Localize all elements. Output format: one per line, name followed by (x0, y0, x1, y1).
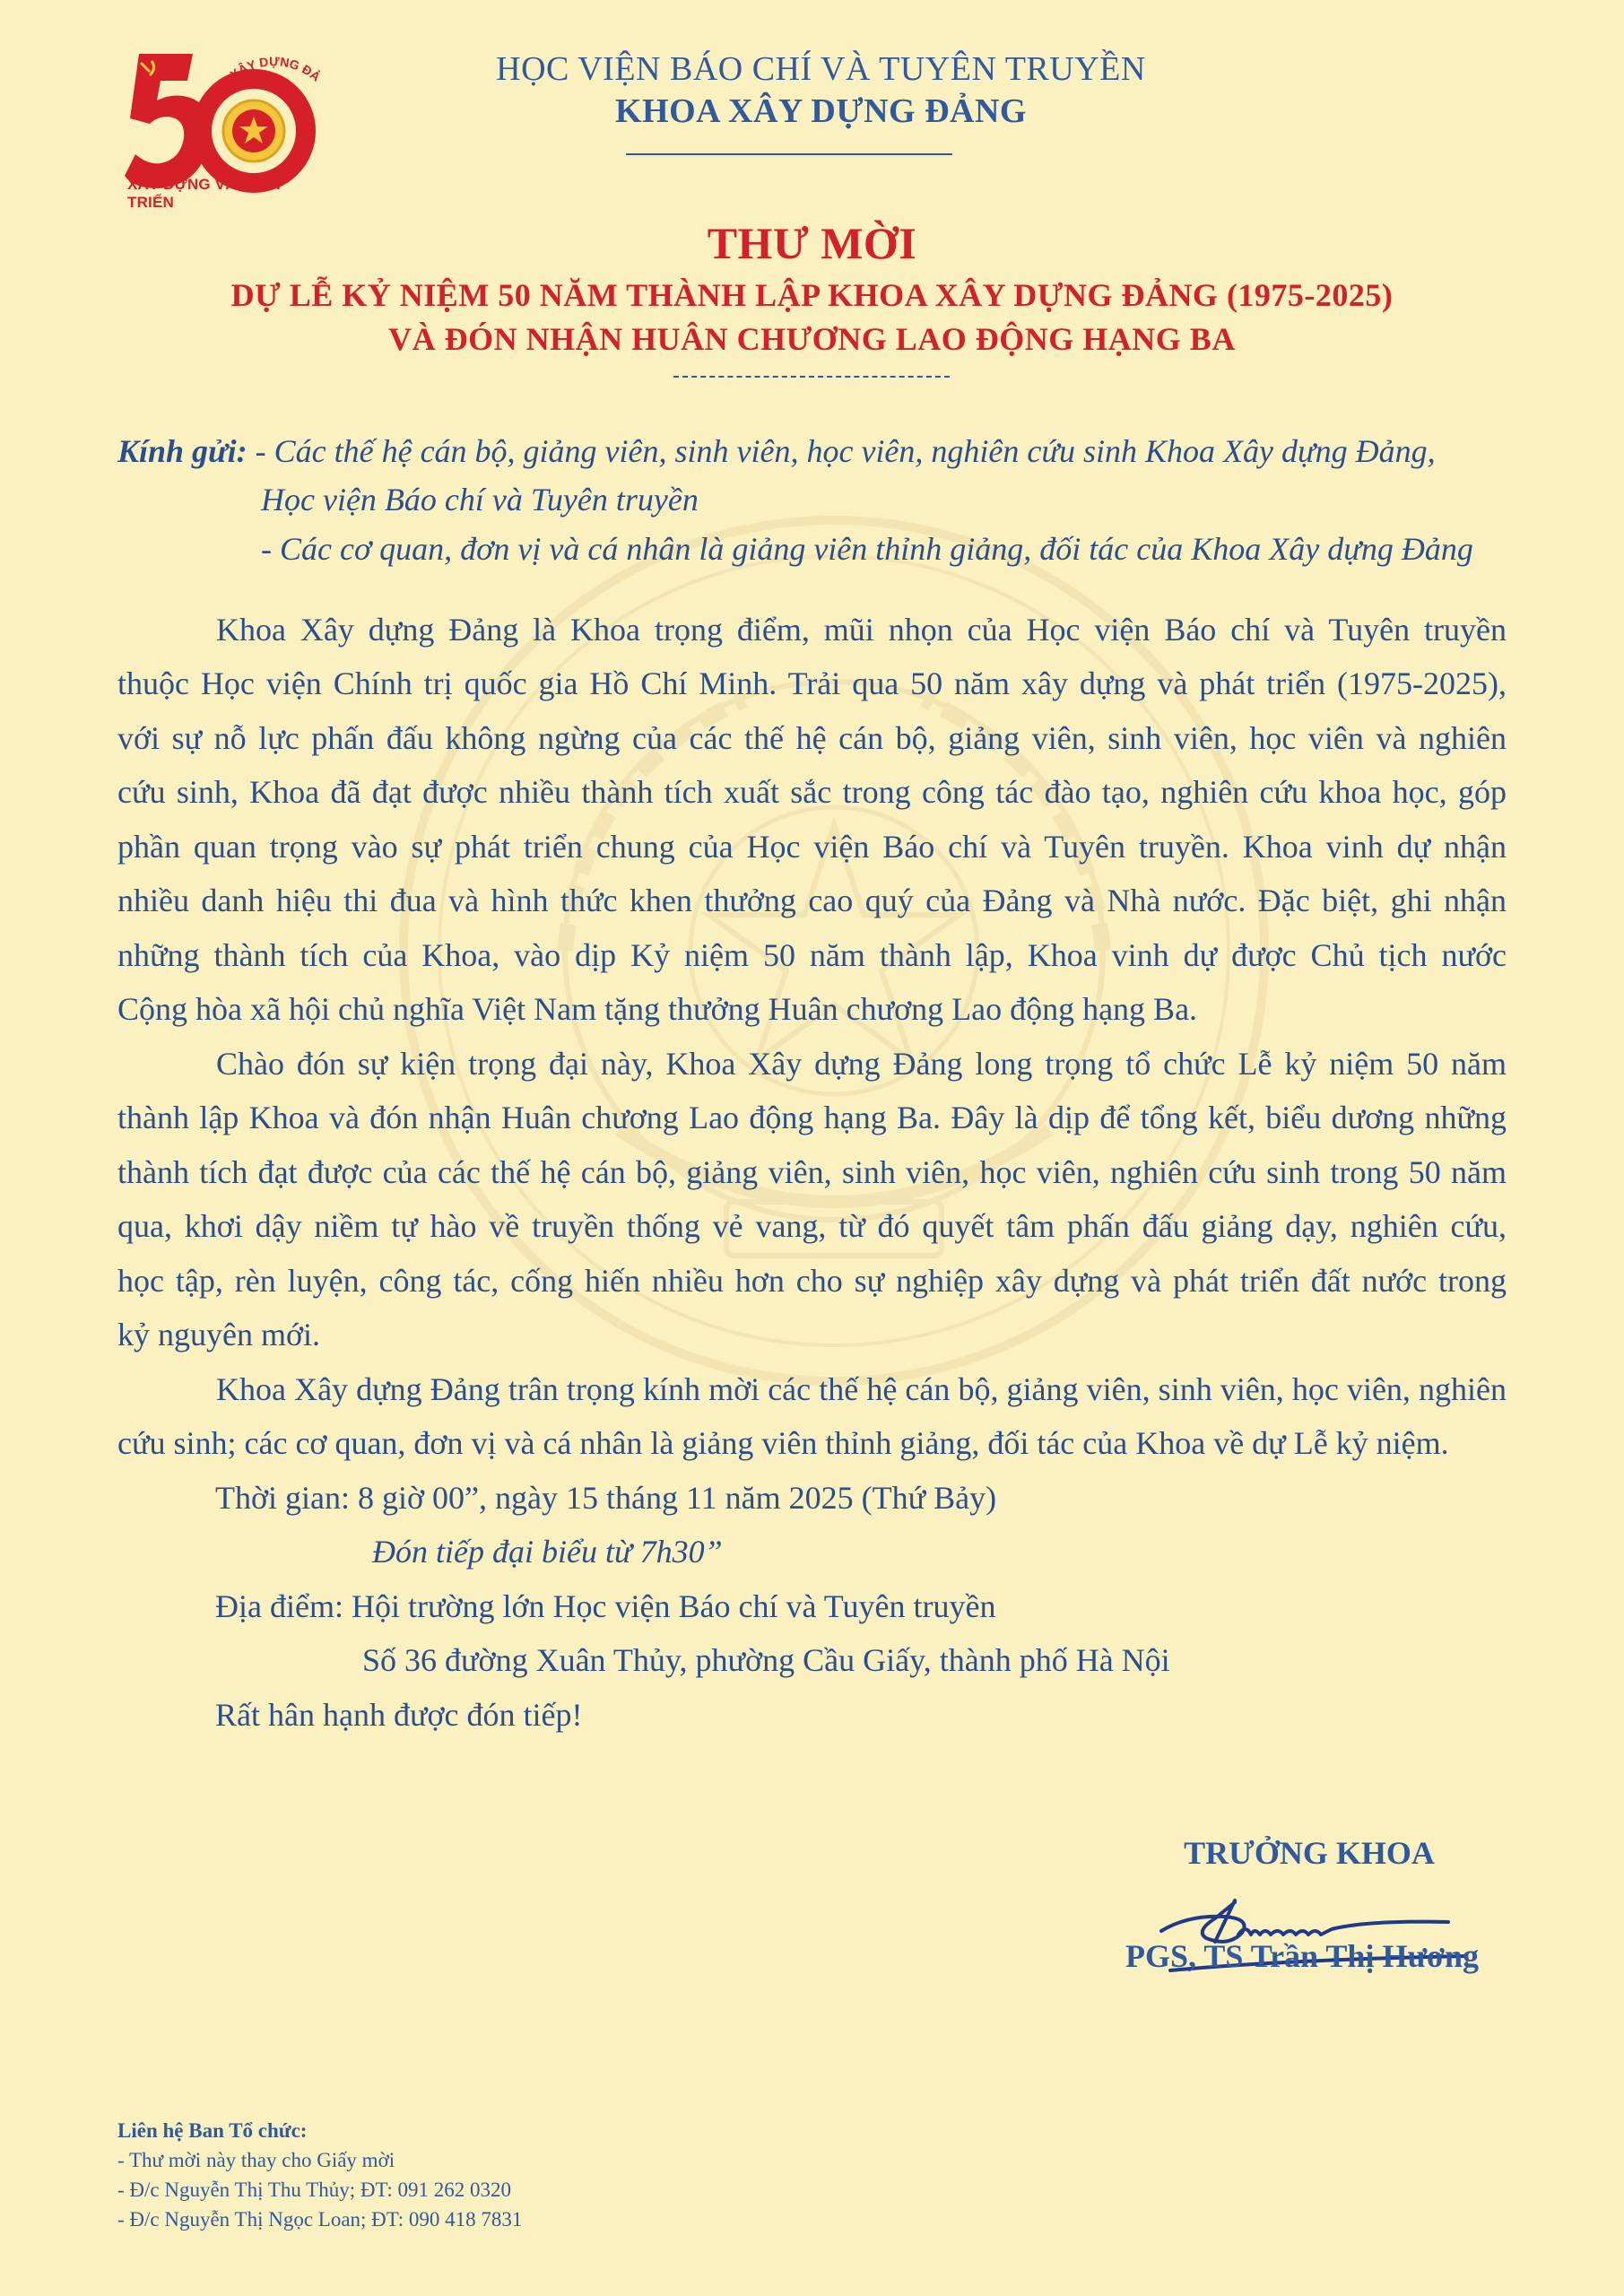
institute-name: HỌC VIỆN BÁO CHÍ VÀ TUYÊN TRUYỀN (496, 50, 1146, 88)
paragraph-2-line: thành tích đạt được của các thế hệ cán bộ, giảng viên, sinh viên, học viên, nghiên cứu sinh trong 50 năm (117, 1154, 1507, 1190)
contact-line: - Thư mời này thay cho Giấy mời (117, 2149, 395, 2171)
paragraph-2-line: Chào đón sự kiện trọng đại này, Khoa Xây dựng Đảng long trọng tổ chức Lễ kỷ niệm 50 năm (216, 1046, 1507, 1082)
letter-title: THƯ MỜI (707, 218, 917, 268)
salutation-line-1 (117, 432, 1436, 470)
paragraph-2-line: qua, khơi dậy niềm tự hào về truyền thống vẻ vang, từ đó quyết tâm phấn đấu giảng dạy, nghiên cứu, (117, 1208, 1507, 1244)
logo-caption: XÂY DỰNG VÀ PHÁT TRIỂN (127, 176, 283, 211)
paragraph-1-line: Cộng hòa xã hội chủ nghĩa Việt Nam tặng thưởng Huân chương Lao động hạng Ba. (117, 991, 1198, 1027)
paragraph-1-line: cứu sinh, Khoa đã đạt được nhiều thành tích xuất sắc trong công tác đào tạo, nghiên cứu khoa học, góp (117, 774, 1507, 810)
event-venue: Địa điểm: Hội trường lớn Học viện Báo chí và Tuyên truyền (215, 1588, 996, 1624)
venue-address: Số 36 đường Xuân Thủy, phường Cầu Giấy, thành phố Hà Nội (362, 1642, 1170, 1678)
closing-line: Rất hân hạnh được đón tiếp! (215, 1697, 583, 1733)
paragraph-1-line: với sự nỗ lực phấn đấu không ngừng của các thế hệ cán bộ, giảng viên, sinh viên, học viên và nghiên (117, 720, 1507, 756)
letter-subtitle-line-2: VÀ ĐÓN NHẬN HUÂN CHƯƠNG LAO ĐỘNG HẠNG BA (388, 321, 1236, 357)
salutation-recipient-1-cont: Học viện Báo chí và Tuyên truyền (261, 482, 699, 517)
contact-line: - Đ/c Nguyễn Thị Ngọc Loan; ĐT: 090 418 7831 (117, 2208, 523, 2231)
salutation-label: Kính gửi: (117, 433, 248, 469)
paragraph-1-line: thuộc Học viện Chính trị quốc gia Hồ Chí Minh. Trải qua 50 năm xây dựng và phát triển (1975-2025), (117, 665, 1507, 701)
signatory-name: PGS, TS Trần Thị Hương (1125, 1938, 1480, 1974)
paragraph-1-line: những thành tích của Khoa, vào dịp Kỷ niệm 50 năm thành lập, Khoa vinh dự được Chủ tịch nước (117, 937, 1507, 973)
logo-arc-text: KHOA XÂY DỰNG ĐẢNG (201, 54, 324, 115)
contact-heading: Liên hệ Ban Tổ chức: (117, 2119, 308, 2142)
paragraph-1-line: Khoa Xây dựng Đảng là Khoa trọng điểm, mũi nhọn của Học viện Báo chí và Tuyên truyền (216, 612, 1507, 648)
signatory-title: TRƯỞNG KHOA (1184, 1835, 1435, 1871)
reception-time: Đón tiếp đại biểu từ 7h30” (372, 1534, 723, 1570)
salutation-recipient-1: - Các thế hệ cán bộ, giảng viên, sinh viên, học viên, nghiên cứu sinh Khoa Xây dựng Đảng, (247, 433, 1436, 469)
paragraph-2-line: kỷ nguyên mới. (117, 1317, 321, 1352)
paragraph-1-line: nhiều danh hiệu thi đua và hình thức khen thưởng cao quý của Đảng và Nhà nước. Đặc biệt, ghi nhận (117, 883, 1507, 918)
contact-line: - Đ/c Nguyễn Thị Thu Thủy; ĐT: 091 262 0320 (117, 2179, 512, 2201)
event-time: Thời gian: 8 giờ 00”, ngày 15 tháng 11 năm 2025 (Thứ Bảy) (215, 1480, 997, 1516)
paragraph-3-line: cứu sinh; các cơ quan, đơn vị và cá nhân là giảng viên thỉnh giảng, đối tác của Khoa về dự Lễ kỷ niệm. (117, 1425, 1449, 1461)
salutation-recipient-2: - Các cơ quan, đơn vị và cá nhân là giảng viên thỉnh giảng, đối tác của Khoa Xây dựng Đảng (261, 531, 1473, 567)
faculty-name: KHOA XÂY DỰNG ĐẢNG (614, 92, 1027, 130)
title-divider (673, 376, 950, 378)
paragraph-2-line: học tập, rèn luyện, công tác, cống hiến nhiều hơn cho sự nghiệp xây dựng và phát triển đất nước trong (117, 1263, 1507, 1299)
paragraph-1-line: phần quan trọng vào sự phát triển chung của Học viện Báo chí và Tuyên truyền. Khoa vinh dự nhận (117, 829, 1507, 865)
paragraph-3-line: Khoa Xây dựng Đảng trân trọng kính mời các thế hệ cán bộ, giảng viên, sinh viên, học viên, nghiên (216, 1371, 1507, 1407)
letter-subtitle-line-1: DỰ LỄ KỶ NIỆM 50 NĂM THÀNH LẬP KHOA XÂY DỰNG ĐẢNG (1975-2025) (230, 277, 1394, 313)
paragraph-2-line: thành lập Khoa và đón nhận Huân chương Lao động hạng Ba. Đây là dịp để tổng kết, biểu dương những (117, 1100, 1507, 1135)
header-divider (626, 153, 952, 155)
